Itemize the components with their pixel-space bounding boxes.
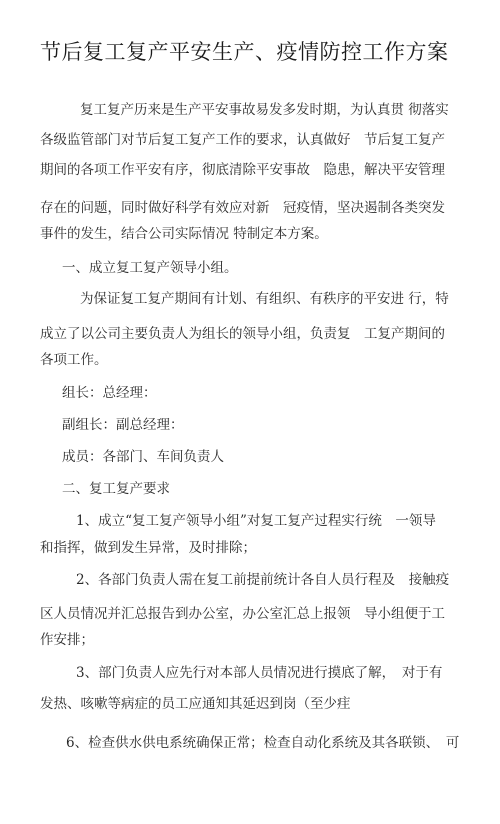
paragraph-line: 副组长：副总经理： [62, 417, 184, 433]
paragraph-line: 6、检查供水供电系统确保正常；检查自动化系统及其各联锁、 可 [66, 735, 460, 751]
paragraph-line: 各项工作。 [40, 352, 108, 368]
paragraph-line: 成立了以公司主要负责人为组长的领导小组，负责复 工复产期间的 [40, 326, 445, 342]
document-title: 节后复工复产平安生产、疫情防控工作方案 [40, 40, 449, 64]
paragraph-line: 组长：总经理： [62, 385, 157, 401]
paragraph-line: 期间的各项工作平安有序，彻底清除平安事故 隐患，解决平安管理 [40, 162, 445, 178]
paragraph-line: 各级监管部门对节后复工复产工作的要求，认真做好 节后复工复产 [40, 132, 445, 148]
paragraph-line: 作安排； [40, 632, 94, 648]
paragraph-line: 为保证复工复产期间有计划、有组织、有秩序的平安进 行，特 [80, 291, 449, 307]
paragraph-line: 2、各部门负责人需在复工前提前统计各自人员行程及 接触疫 [76, 572, 450, 588]
paragraph-line: 和指挥，做到发生异常，及时排除； [40, 540, 256, 556]
paragraph-line: 复工复产历来是生产平安事故易发多发时期，为认真贯 彻落实 [80, 102, 449, 118]
paragraph-line: 区人员情况并汇总报告到办公室，办公室汇总上报领 导小组便于工 [40, 606, 445, 622]
paragraph-line: 成员：各部门、车间负责人 [62, 449, 224, 465]
paragraph-line: 存在的问题，同时做好科学有效应对新 冠疫情，坚决遏制各类突发 [40, 200, 445, 216]
section-heading: 二、复工复产要求 [62, 481, 170, 497]
section-heading: 一、成立复工复产领导小组。 [62, 260, 238, 276]
paragraph-line: 3、部门负责人应先行对本部人员情况进行摸底了解， 对于有 [76, 665, 443, 681]
paragraph-line: 发热、咳嗽等病症的员工应通知其延迟到岗（至少疰 [40, 696, 351, 712]
paragraph-line: 1、成立“复工复产领导小组”对复工复产过程实行统 一领导 [76, 513, 436, 529]
paragraph-line: 事件的发生，结合公司实际情况 特制定本方案。 [40, 226, 328, 242]
